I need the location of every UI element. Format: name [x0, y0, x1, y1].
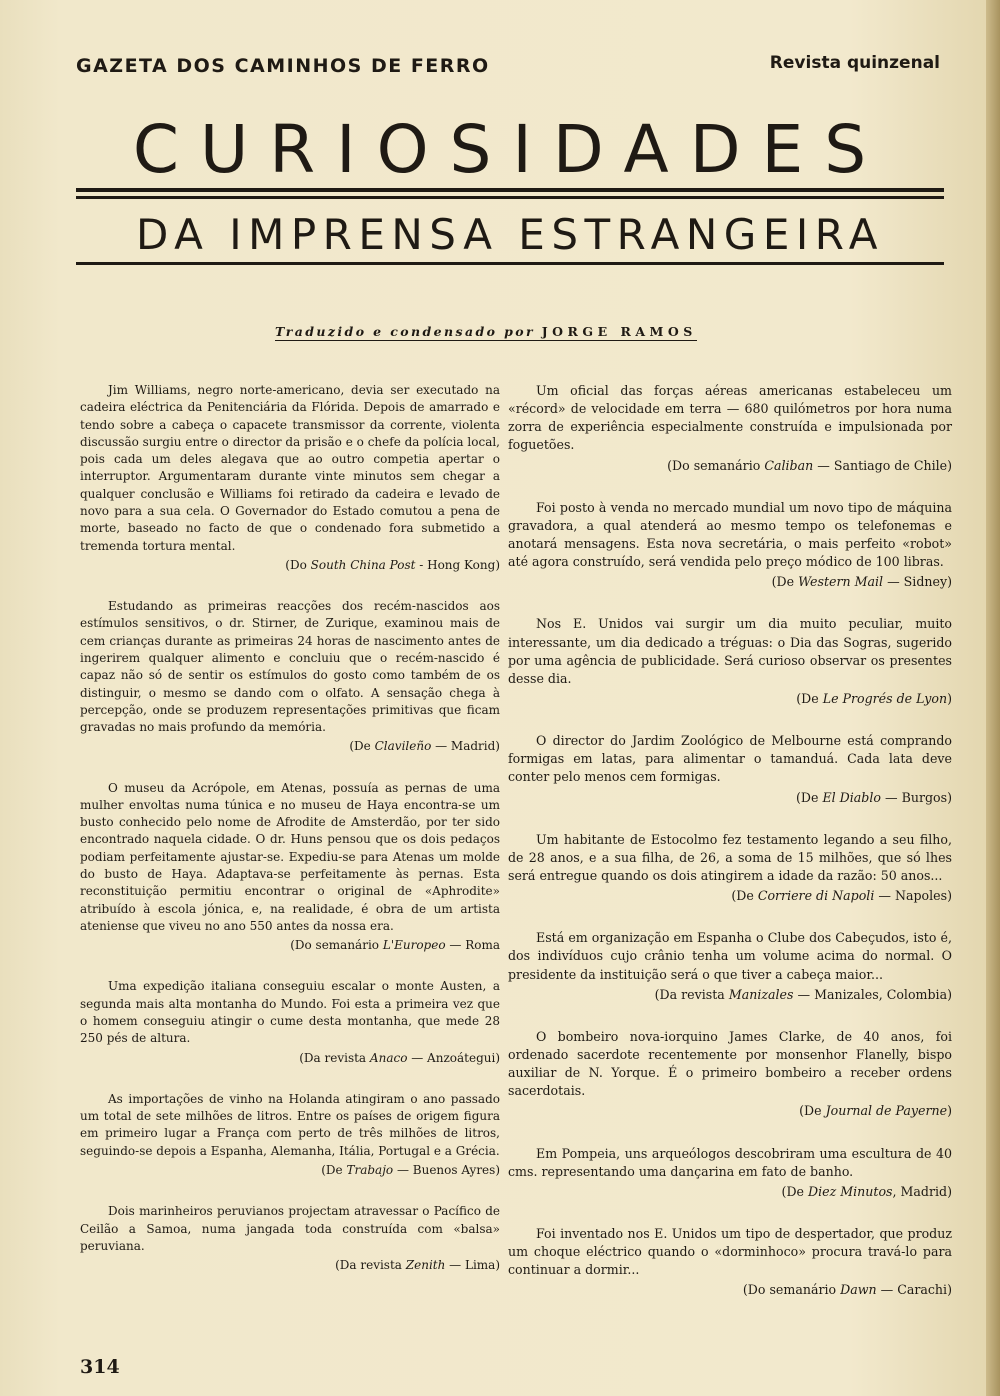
source-suffix: — Burgos) — [880, 789, 952, 805]
title-rule-bottom — [76, 196, 944, 199]
news-source — [508, 1183, 952, 1201]
news-source — [80, 937, 500, 954]
source-prefix: (De — [799, 1103, 822, 1119]
source-publication: Trabajo — [346, 1162, 394, 1177]
source-suffix: — Santiago de Chile) — [813, 457, 952, 473]
source-publication: Diez Minutos — [808, 1183, 893, 1199]
news-item — [508, 732, 952, 807]
news-text: Está em organização em Espanha o Clube dos Cabeçudos, isto é, dos indivíduos cujo crânio tenha um volume acima do normal. O presidente da instituição será o que tiver a cabeça maior... — [508, 930, 952, 982]
news-item — [80, 978, 500, 1066]
source-suffix: ) — [947, 1103, 952, 1119]
news-source — [508, 690, 952, 708]
news-source — [80, 1162, 500, 1179]
source-suffix: ) — [947, 690, 952, 706]
news-item — [80, 1091, 500, 1179]
news-text: Um habitante de Estocolmo fez testamento legando a seu filho, de 28 anos, e a sua filha, de 26, a soma de 15 milhões, que só lhes será entregue quando os dois atingirem a idade da razão: 50 anos... — [508, 831, 952, 883]
right-column — [508, 382, 952, 1323]
news-text: Um oficial das forças aéreas americanas estabeleceu um «récord» de velocidade em terra — 680 quilómetros por hora numa zorra de experiência especialmente construída e impulsionada por foguetões. — [508, 383, 952, 453]
source-publication: Zenith — [405, 1258, 446, 1273]
source-prefix: (De — [781, 1183, 805, 1199]
news-item — [80, 598, 500, 756]
main-title: CURIOSIDADES — [132, 111, 888, 188]
news-text: Foi inventado nos E. Unidos um tipo de despertador, que produz um choque eléctrico quando o «dorminhoco» procura travá-lo para continuar a dormir... — [508, 1225, 952, 1278]
source-publication: Corriere di Napoli — [757, 888, 875, 904]
news-source — [80, 1050, 500, 1067]
news-source — [508, 573, 952, 591]
source-publication: Dawn — [840, 1282, 877, 1298]
source-suffix: — Manizales, Colombia) — [793, 986, 952, 1002]
news-text: Nos E. Unidos vai surgir um dia muito peculiar, muito interessante, um dia dedicado a tréguas: o Dia das Sogras, sugerido por uma agência de publicidade. Será curioso observar os presentes desse dia. — [508, 616, 952, 686]
byline-prefix: Traduzido e condensado por — [275, 324, 535, 339]
news-text: O museu da Acrópole, em Atenas, possuía as pernas de uma mulher envoltas numa túnica e no museu de Haya encontra-se um busto conhecido pelo nome de Afrodite de Amsterdão, por ter sido encontrado naquela cidade. O dr. Huns pensou que os dois pedaços podiam perfeitamente ajustar-se. Expediu-se para Atenas um molde do busto de Haya. Adaptava-se perfeitamente às pernas. Esta reconstituição permitiu encontrar o original de «Aphrodite» atribuído à escola jónica, e, na realidade, é obra de um artista ateniense que viveu no ano 550 antes da nossa era. — [80, 780, 500, 933]
news-text: O director do Jardim Zoológico de Melbourne está comprando formigas em latas, para alimentar o tamanduá. Cada lata deve conter pelo menos cem formigas. — [508, 733, 952, 785]
news-text: Dois marinheiros peruvianos projectam atravessar o Pacífico de Ceilão a Samoa, numa jangada toda construída com «balsa» peruviana. — [80, 1204, 500, 1253]
news-source — [508, 1102, 952, 1120]
source-suffix: - Hong Kong) — [415, 557, 500, 572]
source-prefix: (De — [771, 574, 795, 590]
news-text: Em Pompeia, uns arqueólogos descobriram uma escultura de 40 cms. representando uma dançarina em fato de banho. — [508, 1145, 952, 1179]
source-prefix: (Do semanário — [290, 938, 380, 953]
title-rule-top — [76, 188, 944, 192]
source-publication: Western Mail — [798, 574, 884, 590]
source-prefix: (De — [321, 1162, 343, 1177]
news-text: O bombeiro nova-iorquino James Clarke, de 40 anos, foi ordenado sacerdote recentemente por monsenhor Flanelly, bispo auxiliar de N. Yorque. É o primeiro bombeiro a receber ordens sacerdotais. — [508, 1028, 952, 1099]
page-number: 314 — [80, 1356, 120, 1378]
source-publication: Caliban — [764, 457, 814, 473]
source-suffix: — Madrid) — [431, 739, 500, 754]
news-item — [80, 780, 500, 955]
source-suffix: — Carachi) — [876, 1282, 952, 1298]
source-prefix: (Do semanário — [667, 457, 761, 473]
news-item — [508, 615, 952, 708]
source-prefix: (Da revista — [335, 1258, 402, 1273]
source-publication: Clavileño — [374, 739, 432, 754]
source-suffix: — Sidney) — [883, 574, 952, 590]
left-column — [80, 382, 500, 1298]
magazine-name: GAZETA DOS CAMINHOS DE FERRO — [76, 55, 490, 77]
news-source — [508, 1281, 952, 1299]
news-source — [80, 1257, 500, 1274]
news-text: Uma expedição italiana conseguiu escalar o monte Austen, a segunda mais alta montanha do Mundo. Foi esta a primeira vez que o homem conseguiu atingir o cume desta montanha, que mede 28 250 pés de altura. — [80, 979, 500, 1046]
news-source — [508, 457, 952, 475]
news-item — [80, 382, 500, 574]
byline-author: JORGE RAMOS — [541, 324, 697, 339]
source-publication: Manizales — [728, 986, 794, 1002]
source-suffix: — Buenos Ayres) — [393, 1162, 500, 1177]
source-publication: L'Europeo — [382, 938, 446, 953]
source-prefix: (De — [795, 789, 819, 805]
source-publication: Le Progrés de Lyon — [822, 690, 948, 706]
news-item — [508, 929, 952, 1004]
periodicity: Revista quinzenal — [769, 53, 940, 73]
source-publication: Anaco — [369, 1050, 408, 1065]
news-text: Jim Williams, negro norte-americano, devia ser executado na cadeira eléctrica da Penitenciária da Flórida. Depois de amarrado e tendo sobre a cabeça o capacete transmissor da corrente, violenta discussão surgiu entre o director da prisão e o chefe da polícia local, pois cada um deles alegava que ao outro competia apertar o interruptor. Argumentaram durante vinte minutos sem chegar a qualquer conclusão e Williams foi retirado da cadeira e levado de novo para a sua cela. O Governador do Estado comutou a pena de morte, baseado no facto de que o condenado fora submetido a tremenda tortura mental. — [80, 383, 500, 553]
source-suffix: — Napoles) — [874, 888, 952, 904]
news-source — [80, 557, 500, 574]
news-item — [508, 831, 952, 906]
news-item — [508, 1145, 952, 1201]
source-prefix: (De — [731, 888, 754, 904]
news-source — [508, 789, 952, 807]
source-prefix: (De — [796, 690, 819, 706]
source-suffix: — Lima) — [445, 1258, 500, 1273]
news-source — [80, 738, 500, 755]
source-prefix: (Do — [285, 557, 307, 572]
source-prefix: (Do semanário — [742, 1282, 837, 1298]
news-item — [508, 382, 952, 475]
source-publication: El Diablo — [822, 789, 881, 805]
byline — [275, 324, 697, 341]
news-text: Estudando as primeiras reacções dos recém-nascidos aos estímulos sensitivos, o dr. Stirner, de Zurique, examinou mais de cem crianças durante as primeiras 24 horas de nascimento antes de ingerirem qualquer alimento e concluiu que o recém-nascido é capaz não só de sentir os estímulos do gosto como também de os distinguir, o mesmo se dando com o olfato. A sensação chega à percepção, onde se produzem representações primitivas que ficam gravadas no mais profundo da memória. — [80, 599, 500, 735]
subtitle: DA IMPRENSA ESTRANGEIRA — [136, 210, 884, 259]
source-prefix: (Da revista — [299, 1050, 367, 1065]
news-text: As importações de vinho na Holanda atingiram o ano passado um total de sete milhões de litros. Entre os países de origem figura em primeiro lugar a França com perto de três milhões de litros, seguindo-se depois a Espanha, Alemanha, Itália, Portugal e a Grécia. — [80, 1091, 500, 1158]
page-edge — [986, 0, 1000, 1396]
news-item — [508, 1028, 952, 1121]
news-item — [80, 1203, 500, 1274]
subtitle-underline — [76, 262, 944, 265]
news-item — [508, 1225, 952, 1300]
news-text: Foi posto à venda no mercado mundial um novo tipo de máquina gravadora, a qual atenderá ao mesmo tempo os telefonemas e anotará mensagens. Esta nova secretária, o mais perfeito «robot» até agora construído, será vendida pelo preço módico de 100 libras. — [508, 499, 952, 570]
source-suffix: — Anzoátegui) — [407, 1050, 500, 1065]
news-item — [508, 499, 952, 592]
news-source — [508, 986, 952, 1004]
news-source — [508, 887, 952, 905]
source-suffix: , Madrid) — [892, 1183, 952, 1199]
source-publication: Journal de Payerne — [825, 1103, 948, 1119]
source-publication: South China Post — [310, 557, 416, 572]
source-prefix: (De — [349, 739, 371, 754]
source-prefix: (Da revista — [654, 986, 725, 1002]
source-suffix: — Roma — [445, 938, 500, 953]
